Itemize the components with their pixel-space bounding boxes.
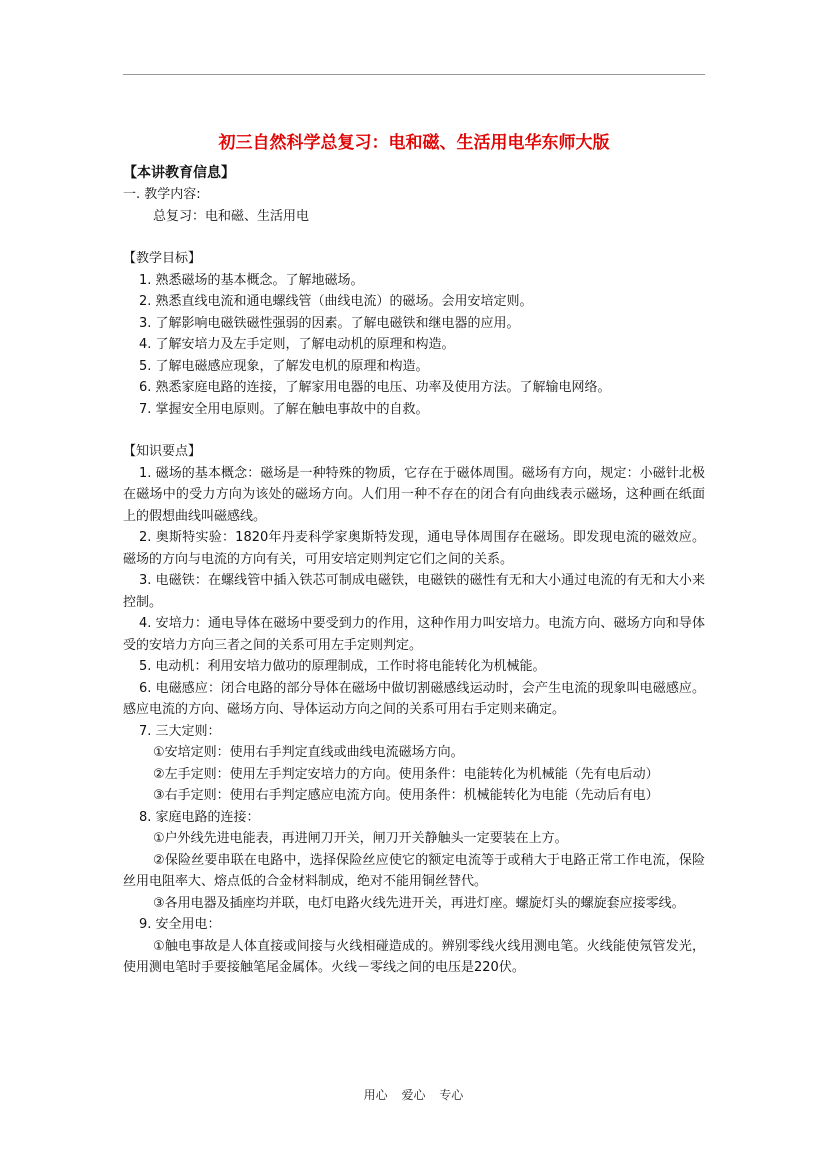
circuit-item-2: ②保险丝要串联在电路中，选择保险丝应使它的额定电流等于或稍大于电路正常工作电流，保险丝用电阻率大、熔点低的合金材料制成，绝对不能用铜丝替代。 <box>123 852 705 889</box>
goals-list <box>123 270 705 421</box>
section-heading-goals: 【教学目标】 <box>123 251 202 266</box>
circuit-item-1: ①户外线先进电能表，再进闸刀开关，闸刀开关静触头一定要装在上方。 <box>153 831 568 846</box>
document-body <box>123 130 705 979</box>
point-magnetic-field: 1. 磁场的基本概念：磁场是一种特殊的物质，它存在于磁体周围。磁场有方向，规定：小磁针北极在磁场中的受力方向为该处的磁场方向。人们用一种不存在的闭合有向曲线表示磁场，这种画在纸面上的假想曲线叫磁感线。 <box>123 465 705 524</box>
goal-item: 1. 熟悉磁场的基本概念。了解地磁场。 <box>139 272 364 288</box>
document-title: 初三自然科学总复习：电和磁、生活用电华东师大版 <box>218 133 610 153</box>
points-list <box>123 463 705 979</box>
section-heading-info: 【本讲教育信息】 <box>123 165 235 181</box>
circuit-item-3: ③各用电器及插座均并联，电灯电路火线先进开关，再进灯座。螺旋灯头的螺旋套应接零线。 <box>153 895 685 911</box>
point-three-rules: 7. 三大定则： <box>139 723 221 739</box>
goal-item: 3. 了解影响电磁铁磁性强弱的因素。了解电磁铁和继电器的应用。 <box>139 315 520 331</box>
goal-item: 5. 了解电磁感应现象，了解发电机的原理和构造。 <box>139 358 429 374</box>
point-electromagnet: 3. 电磁铁：在螺线管中插入铁芯可制成电磁铁，电磁铁的磁性有无和大小通过电流的有无和大小来控制。 <box>123 573 705 610</box>
header-rule <box>123 74 705 75</box>
rule-ampere: ①安培定则：使用右手判定直线或曲线电流磁场方向。 <box>153 745 464 760</box>
point-ampere-force: 4. 安培力：通电导体在磁场中要受到力的作用，这种作用力叫安培力。电流方向、磁场方向和导体受的安培力方向三者之间的关系可用左手定则判定。 <box>123 616 705 653</box>
point-motor: 5. 电动机：利用安培力做功的原理制成，工作时将电能转化为机械能。 <box>139 659 546 674</box>
point-home-circuit: 8. 家庭电路的连接： <box>139 809 260 825</box>
goal-item: 2. 熟悉直线电流和通电螺线管（曲线电流）的磁场。会用安培定则。 <box>139 294 533 309</box>
rule-right-hand: ③右手定则：使用右手判定感应电流方向。使用条件：机械能转化为电能（先动后有电） <box>153 788 659 803</box>
point-safety: 9. 安全用电： <box>139 917 221 932</box>
section-heading-points: 【知识要点】 <box>123 444 202 459</box>
safety-item-1: ①触电事故是人体直接或间接与火线相碰造成的。辨别零线火线用测电笔。火线能使氖管发光，使用测电笔时手要接触笔尾金属体。火线－零线之间的电压是220伏。 <box>123 938 705 975</box>
rule-left-hand: ②左手定则：使用左手判定安培力的方向。使用条件：电能转化为机械能（先有电后动） <box>153 766 659 782</box>
goal-item: 6. 熟悉家庭电路的连接，了解家用电器的电压、功率及使用方法。了解输电网络。 <box>139 380 611 395</box>
content-label: 一. 教学内容: <box>123 187 201 202</box>
goal-item: 7. 掌握安全用电原则。了解在触电事故中的自救。 <box>139 401 429 417</box>
goal-item: 4. 了解安培力及左手定则，了解电动机的原理和构造。 <box>139 337 455 352</box>
content-text: 总复习：电和磁、生活用电 <box>153 208 310 224</box>
page-footer: 用心 爱心 专心 <box>363 1088 464 1102</box>
point-induction: 6. 电磁感应：闭合电路的部分导体在磁场中做切割磁感线运动时，会产生电流的现象叫电磁感应。感应电流的方向、磁场方向、导体运动方向之间的关系可用右手定则来确定。 <box>123 680 705 717</box>
point-oersted: 2. 奥斯特实验：1820年丹麦科学家奥斯特发现，通电导体周围存在磁场。即发现电流的磁效应。磁场的方向与电流的方向有关，可用安培定则判定它们之间的关系。 <box>123 530 705 567</box>
